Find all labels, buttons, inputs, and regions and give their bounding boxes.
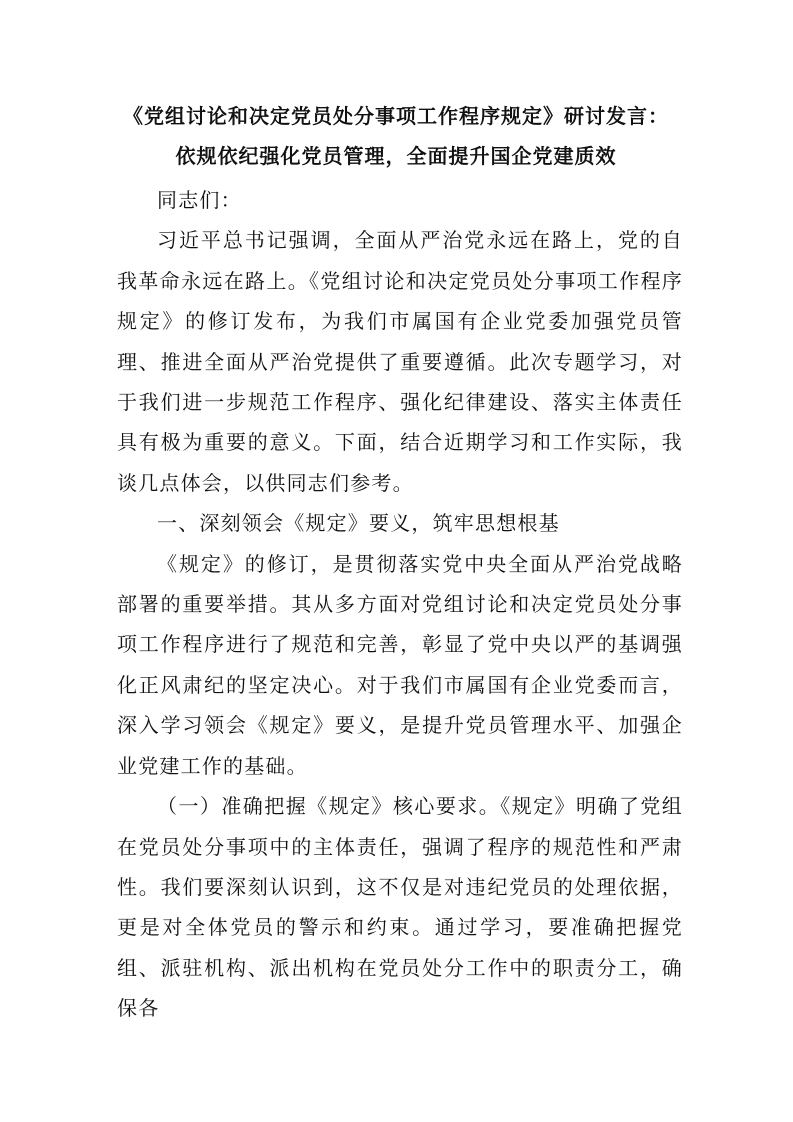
paragraph-subsection: （一）准确把握《规定》核心要求。《规定》明确了党组在党员处分事项中的主体责任，强调了程序的规范性和严肃性。我们要深刻认识到，这不仅是对违纪党员的处理依据，更是对全体党员的警示和约束。通过学习，要准确把握党组、派驻机构、派出机构在党员处分工作中的职责分工，确保各 <box>117 794 683 1021</box>
document-title: 《党组讨论和决定党员处分事项工作程序规定》研讨发言： <box>123 104 669 128</box>
document-subtitle: 依规依纪强化党员管理，全面提升国企党建质效 <box>175 144 617 168</box>
paragraph-section-body: 《规定》的修订，是贯彻落实党中央全面从严治党战略部署的重要举措。其从多方面对党组讨论和决定党员处分事项工作程序进行了规范和完善，彰显了党中央以严的基调强化正风肃纪的坚定决心。对于我们市属国有企业党委而言，深入学习领会《规定》要义，是提升党员管理水平、加强企业党建工作的基础。 <box>117 551 683 778</box>
document-body <box>117 180 683 1029</box>
paragraph-intro: 习近平总书记强调，全面从严治党永远在路上，党的自我革命永远在路上。《党组讨论和决定党员处分事项工作程序规定》的修订发布，为我们市属国有企业党委加强党员管理、推进全面从严治党提供了重要遵循。此次专题学习，对于我们进一步规范工作程序、强化纪律建设、落实主体责任具有极为重要的意义。下面，结合近期学习和工作实际，我谈几点体会，以供同志们参考。 <box>117 228 683 495</box>
greeting: 同志们： <box>157 188 242 212</box>
section-heading: 一、深刻领会《规定》要义，筑牢思想根基 <box>157 511 560 536</box>
